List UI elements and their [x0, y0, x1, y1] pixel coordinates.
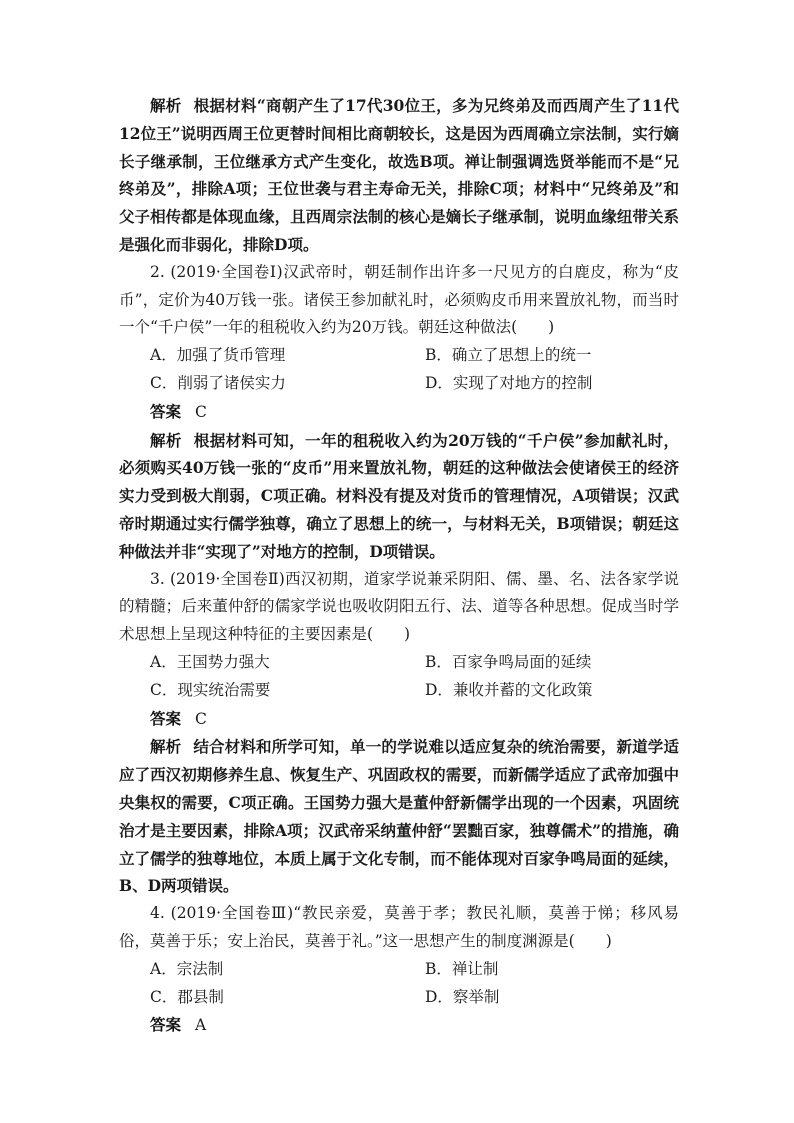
option-d: D．兼收并蓄的文化政策 — [425, 680, 593, 699]
question-4-options — [119, 956, 679, 1012]
option-b: B．确立了思想上的统一 — [425, 346, 592, 365]
answer-value: C — [195, 402, 207, 421]
option-b: B．百家争鸣局面的延续 — [425, 652, 592, 671]
option-a: A．宗法制 — [150, 959, 224, 978]
answer-label: 答案 — [150, 1015, 182, 1035]
analysis-label: 解析 — [150, 96, 182, 115]
option-c: C．现实统治需要 — [150, 680, 271, 699]
option-d: D．实现了对地方的控制 — [425, 373, 593, 392]
option-a: A．王国势力强大 — [150, 652, 270, 671]
answer-label: 答案 — [150, 401, 182, 421]
option-a: A．加强了货币管理 — [150, 346, 286, 365]
answer-value: C — [195, 709, 207, 728]
option-c: C．削弱了诸侯实力 — [150, 373, 286, 392]
question-4-answer — [119, 1011, 679, 1040]
question-2-options — [119, 342, 679, 398]
question-3-analysis — [119, 733, 679, 900]
question-3-options — [119, 649, 679, 705]
answer-value: A — [195, 1016, 207, 1035]
option-b: B．禅让制 — [425, 959, 499, 978]
analysis-label: 解析 — [150, 430, 182, 450]
question-3-answer — [119, 705, 679, 734]
analysis-block-1 — [119, 92, 679, 259]
analysis-text: 根据材料可知，一年的租税收入约为20万钱的“千户侯”参加献礼时，必须购买40万钱一张的“皮币”用来置放礼物，朝廷的这种做法会使诸侯王的经济实力受到极大削弱，C项正确。材料没有提及对货币的管理情况，A项错误；汉武帝时期通过实行儒学独尊，确立了思想上的统一，与材料无关，B项错误；朝廷这种做法并非“实现了”对地方的控制，D项错误。 — [119, 430, 679, 561]
question-2-answer — [119, 398, 679, 427]
question-4-stem: 4. (2019·全国卷Ⅲ)“教民亲爱，莫善于孝；教民礼顺，莫善于悌；移风易俗，莫善于乐；安上治民，莫善于礼。”这一思想产生的制度渊源是( ) — [119, 904, 679, 950]
analysis-text: 结合材料和所学可知，单一的学说难以适应复杂的统治需要，新道学适应了西汉初期修养生息、恢复生产、巩固政权的需要，而新儒学适应了武帝加强中央集权的需要，C项正确。王国势力强大是董仲舒新儒学出现的一个因素，巩固统治才是主要因素，排除A项；汉武帝采纳董仲舒“罢黜百家，独尊儒术”的措施，确立了儒学的独尊地位，本质上属于文化专制，而不能体现对百家争鸣局面的延续，B、D两项错误。 — [119, 737, 679, 896]
question-3-stem: 3. (2019·全国卷Ⅱ)西汉初期，道家学说兼采阴阳、儒、墨、名、法各家学说的精髓；后来董仲舒的儒家学说也吸收阴阳五行、法、道等各种思想。促成当时学术思想上呈现这种特征的主要因素是( ) — [119, 569, 679, 644]
analysis-label: 解析 — [150, 737, 182, 757]
question-2-analysis — [119, 427, 679, 566]
question-2-stem: 2. (2019·全国卷Ⅰ)汉武帝时，朝廷制作出许多一尺见方的白鹿皮，称为“皮币”，定价为40万钱一张。诸侯王参加献礼时，必须购皮币用来置放礼物，而当时一个“千户侯”一年的租税收入约为20万钱。朝廷这种做法( ) — [119, 262, 679, 337]
option-d: D．察举制 — [425, 987, 500, 1006]
answer-label: 答案 — [150, 708, 182, 728]
option-c: C．郡县制 — [150, 987, 224, 1006]
document-content — [119, 92, 679, 1040]
analysis-text: 根据材料“商朝产生了17代30位王，多为兄终弟及而西周产生了11代12位王”说明西周王位更替时间相比商朝较长，这是因为西周确立宗法制，实行嫡长子继承制，王位继承方式产生变化，故选B项。禅让制强调选贤举能而不是“兄终弟及”，排除A项；王位世袭与君主寿命无关，排除C项；材料中“兄终弟及”和父子相传都是体现血缘，且西周宗法制的核心是嫡长子继承制，说明血缘纽带关系是强化而非弱化，排除D项。 — [119, 96, 679, 254]
